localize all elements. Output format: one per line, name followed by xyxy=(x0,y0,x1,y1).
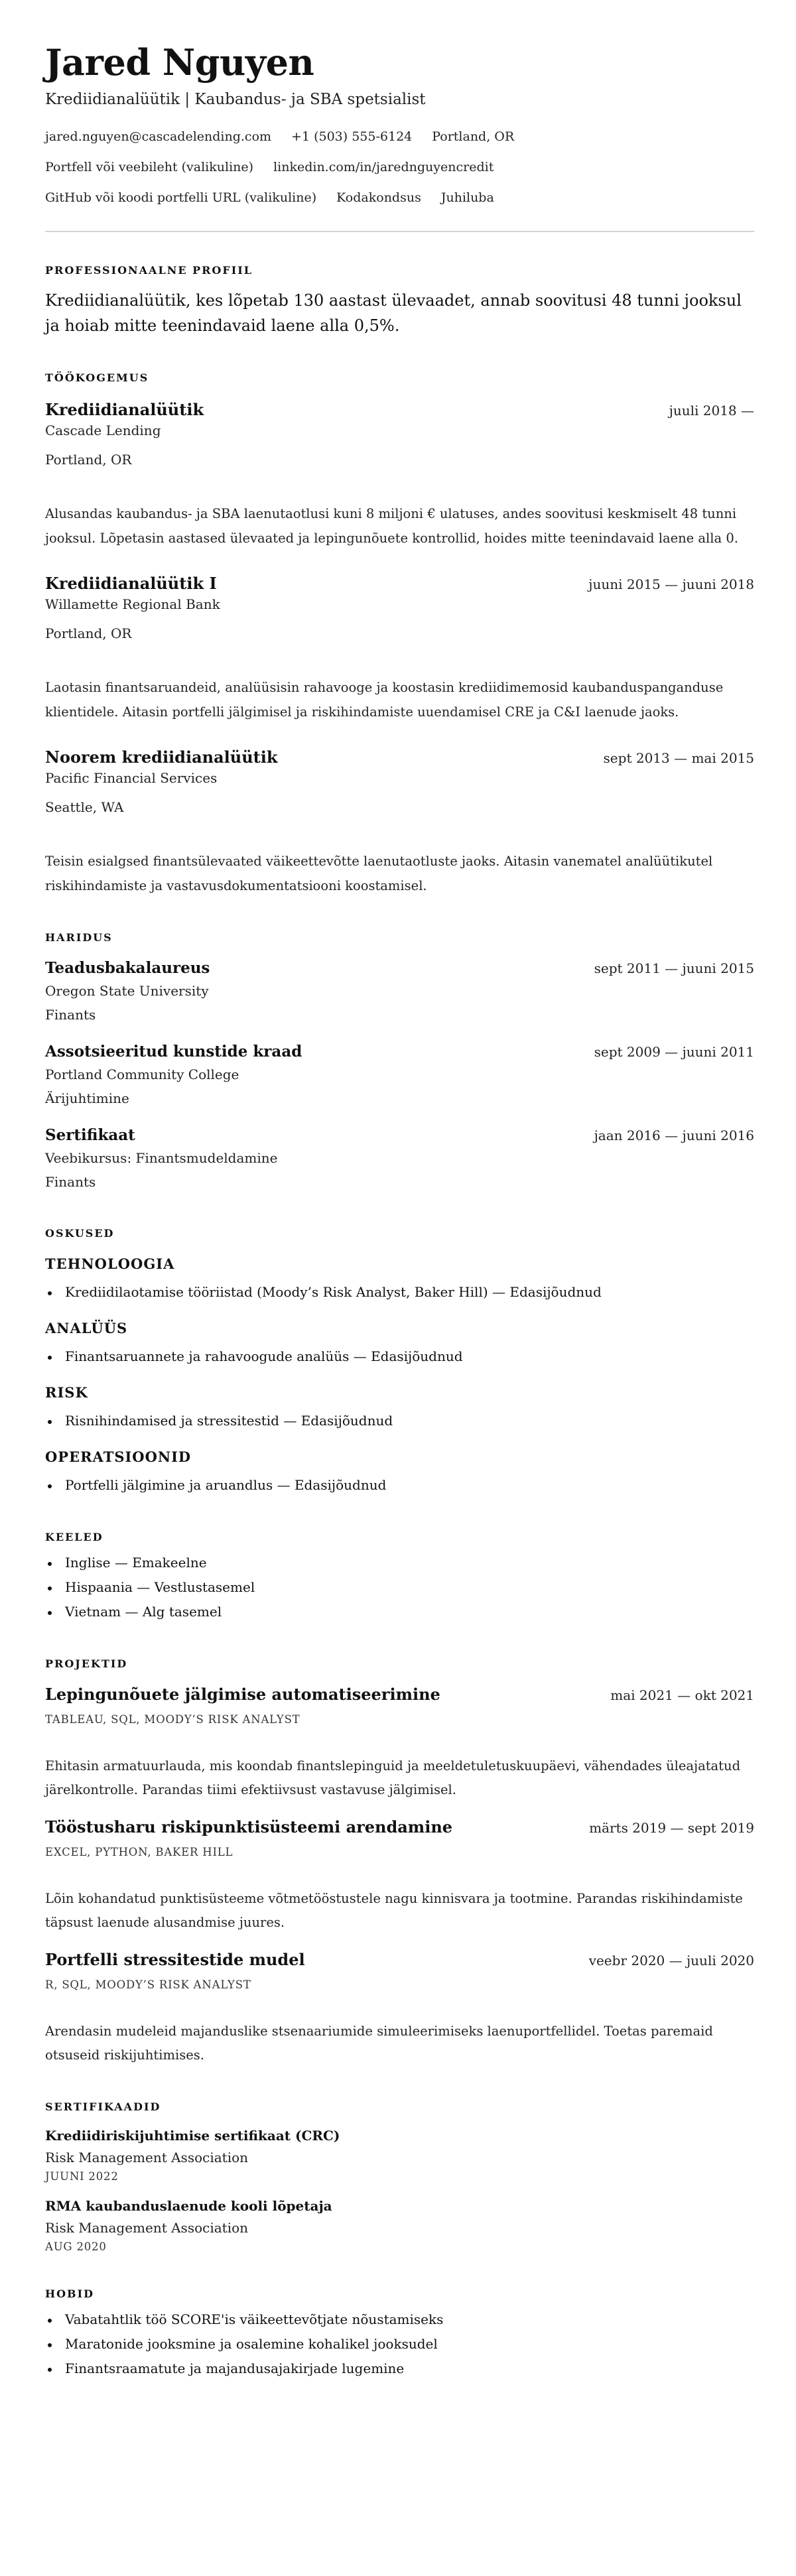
company: Willamette Regional Bank xyxy=(45,596,220,612)
field-of-study: Finants xyxy=(45,1174,96,1190)
language-item: Inglise — Emakeelne xyxy=(45,1551,754,1575)
job-dates: juuli 2018 — xyxy=(669,403,754,419)
education-list xyxy=(45,958,754,1194)
education-dates: sept 2011 — juuni 2015 xyxy=(594,960,754,976)
project-description: Arendasin mudeleid majanduslike stsenaariumide simuleerimiseks laenuportfellidel. Toetas paremaid otsuseid riskijuhtimises. xyxy=(45,2024,713,2063)
section-heading-languages: KEELED xyxy=(45,1531,103,1543)
project-description: Lõin kohandatud punktisüsteeme võtmetööstustele nagu kinnisvara ja tootmine. Parandas riskihindamiste täpsust laenude alusandmise juures. xyxy=(45,1891,743,1930)
degree: Sertifikaat xyxy=(45,1126,135,1144)
school: Portland Community College xyxy=(45,1066,239,1082)
company: Pacific Financial Services xyxy=(45,770,218,786)
citizenship: Kodakondsus xyxy=(336,190,421,205)
education-dates: jaan 2016 — juuni 2016 xyxy=(594,1127,754,1143)
job-description: Laotasin finantsaruandeid, analüüsisin rahavooge ja koostasin krediidimemosid kaubanduspanganduse klientidele. Aitasin portfelli jälgimisel ja riskihindamiste uuendamisel CRE ja C&I laenude jaoks. xyxy=(45,680,724,720)
school: Veebikursus: Finantsmudeldamine xyxy=(45,1150,278,1166)
phone: +1 (503) 555-6124 xyxy=(291,129,413,144)
section-heading-hobbies: HOBID xyxy=(45,2287,94,2300)
skill-item: Risnihindamised ja stressitestid — Edasijõudnud xyxy=(45,1409,754,1433)
section-heading-profile: PROFESSIONAALNE PROFIIL xyxy=(45,264,253,277)
field-of-study: Finants xyxy=(45,1007,96,1023)
github-link[interactable]: GitHub või koodi portfelli URL (valikuline) xyxy=(45,190,317,205)
project-entry xyxy=(45,1684,754,1802)
education-entry xyxy=(45,1041,754,1110)
certification-entry xyxy=(45,2126,754,2184)
job-dates: sept 2013 — mai 2015 xyxy=(603,750,754,766)
education-header xyxy=(45,1041,754,1063)
project-title: Lepingunõuete jälgimise automatiseerimine xyxy=(45,1685,440,1704)
certification-date: JUUNI 2022 xyxy=(45,2170,119,2183)
job-location: Portland, OR xyxy=(45,452,132,468)
contact-row xyxy=(45,159,754,175)
headline: Krediidianalüütik | Kaubandus- ja SBA spetsialist xyxy=(45,91,426,108)
skill-items xyxy=(45,1344,754,1369)
skill-items xyxy=(45,1473,754,1498)
skill-items xyxy=(45,1409,754,1433)
section-heading-education: HARIDUS xyxy=(45,931,113,944)
project-dates: veebr 2020 — juuli 2020 xyxy=(588,1953,754,1968)
language-item: Vietnam — Alg tasemel xyxy=(45,1600,754,1624)
linkedin-link[interactable]: linkedin.com/in/jarednguyencredit xyxy=(273,160,494,174)
certification-org: Risk Management Association xyxy=(45,2150,249,2165)
section-heading-experience: TÖÖKOGEMUS xyxy=(45,371,149,384)
job-location: Seattle, WA xyxy=(45,799,124,815)
field-of-study: Ärijuhtimine xyxy=(45,1090,129,1106)
skill-category: OPERATSIOONID xyxy=(45,1449,192,1465)
section-heading-projects: PROJEKTID xyxy=(45,1657,128,1670)
job-title: Krediidianalüütik xyxy=(45,400,204,419)
skill-category: RISK xyxy=(45,1384,88,1401)
section-heading-certifications: SERTIFIKAADID xyxy=(45,2100,161,2113)
job-entry xyxy=(45,747,754,898)
projects-list xyxy=(45,1684,754,2067)
hobbies-list xyxy=(45,2307,754,2381)
education-entry xyxy=(45,1125,754,1194)
skill-item: Krediidilaotamise tööriistad (Moody’s Risk Analyst, Baker Hill) — Edasijõudnud xyxy=(45,1280,754,1305)
location: Portland, OR xyxy=(432,129,515,144)
certification-entry xyxy=(45,2196,754,2254)
project-tech: EXCEL, PYTHON, BAKER HILL xyxy=(45,1846,233,1858)
company: Cascade Lending xyxy=(45,422,161,438)
drivers-license: Juhiluba xyxy=(440,190,494,205)
certification-title: RMA kaubanduslaenude kooli lõpetaja xyxy=(45,2198,332,2214)
certification-title: Krediidiriskijuhtimise sertifikaat (CRC) xyxy=(45,2128,340,2144)
skill-category: ANALÜÜS xyxy=(45,1320,128,1336)
school: Oregon State University xyxy=(45,983,209,999)
project-header xyxy=(45,1949,754,1970)
degree: Teadusbakalaureus xyxy=(45,959,210,977)
job-header xyxy=(45,747,754,768)
project-entry xyxy=(45,1817,754,1935)
job-title: Krediidianalüütik I xyxy=(45,574,217,593)
profile-text: Krediidianalüütik, kes lõpetab 130 aastast ülevaadet, annab soovitusi 48 tunni jooksul ja hoiab mitte teenindavaid laene alla 0,5%. xyxy=(45,291,742,335)
degree: Assotsieeritud kunstide kraad xyxy=(45,1043,302,1061)
divider xyxy=(45,231,754,232)
job-title: Noorem krediidianalüütik xyxy=(45,747,278,767)
job-entry xyxy=(45,573,754,724)
section-heading-skills: OSKUSED xyxy=(45,1227,115,1240)
job-location: Portland, OR xyxy=(45,625,132,641)
portfolio-link[interactable]: Portfell või veebileht (valikuline) xyxy=(45,160,254,174)
contact-row xyxy=(45,129,754,145)
languages-list xyxy=(45,1551,754,1624)
project-title: Portfelli stressitestide mudel xyxy=(45,1950,305,1969)
job-header xyxy=(45,573,754,594)
project-title: Tööstusharu riskipunktisüsteemi arendamine xyxy=(45,1817,453,1836)
project-description: Ehitasin armatuurlauda, mis koondab finantslepinguid ja meeldetuletuskuupäevi, vähendades üleajatatud järelkontrolle. Parandas tiimi efektiivsust vastavuse jälgimisel. xyxy=(45,1758,741,1797)
job-description: Alusandas kaubandus- ja SBA laenutaotlusi kuni 8 miljoni € ulatuses, andes soovitusi keskmiselt 48 tunni jooksul. Lõpetasin aastased ülevaated ja lepingunõuete kontrollid, hoides mitte teenindavaid laene alla 0. xyxy=(45,506,738,546)
certification-date: AUG 2020 xyxy=(45,2240,107,2253)
email-link[interactable]: jared.nguyen@cascadelending.com xyxy=(45,129,272,144)
job-dates: juuni 2015 — juuni 2018 xyxy=(588,576,754,592)
skill-items xyxy=(45,1280,754,1305)
education-dates: sept 2009 — juuni 2011 xyxy=(594,1044,754,1060)
certification-org: Risk Management Association xyxy=(45,2220,249,2236)
skill-item: Portfelli jälgimine ja aruandlus — Edasijõudnud xyxy=(45,1473,754,1498)
project-entry xyxy=(45,1949,754,2067)
project-tech: TABLEAU, SQL, MOODY’S RISK ANALYST xyxy=(45,1713,300,1726)
certifications-list xyxy=(45,2126,754,2254)
hobby-item: Finantsraamatute ja majandusajakirjade lugemine xyxy=(45,2356,754,2381)
job-header xyxy=(45,399,754,420)
education-header xyxy=(45,1125,754,1146)
language-item: Hispaania — Vestlustasemel xyxy=(45,1575,754,1600)
skill-category: TEHNOLOOGIA xyxy=(45,1256,175,1272)
project-dates: mai 2021 — okt 2021 xyxy=(610,1687,754,1703)
job-description: Teisin esialgsed finantsülevaated väikeettevõtte laenutaotluste jaoks. Aitasin vanematel analüütikutel riskihindamiste ja vastavusdokumentatsiooni koostamisel. xyxy=(45,854,713,893)
experience-list xyxy=(45,399,754,898)
hobby-item: Maratonide jooksmine ja osalemine kohalikel jooksudel xyxy=(45,2332,754,2356)
skill-item: Finantsaruannete ja rahavoogude analüüs — Edasijõudnud xyxy=(45,1344,754,1369)
contact-row xyxy=(45,190,754,206)
hobby-item: Vabatahtlik töö SCORE'is väikeettevõtjate nõustamiseks xyxy=(45,2307,754,2332)
project-dates: märts 2019 — sept 2019 xyxy=(589,1820,754,1836)
job-entry xyxy=(45,399,754,550)
project-tech: R, SQL, MOODY’S RISK ANALYST xyxy=(45,1978,251,1991)
project-header xyxy=(45,1684,754,1705)
education-entry xyxy=(45,958,754,1027)
skills-list xyxy=(45,1255,754,1498)
education-header xyxy=(45,958,754,979)
project-header xyxy=(45,1817,754,1838)
candidate-name: Jared Nguyen xyxy=(45,41,314,84)
